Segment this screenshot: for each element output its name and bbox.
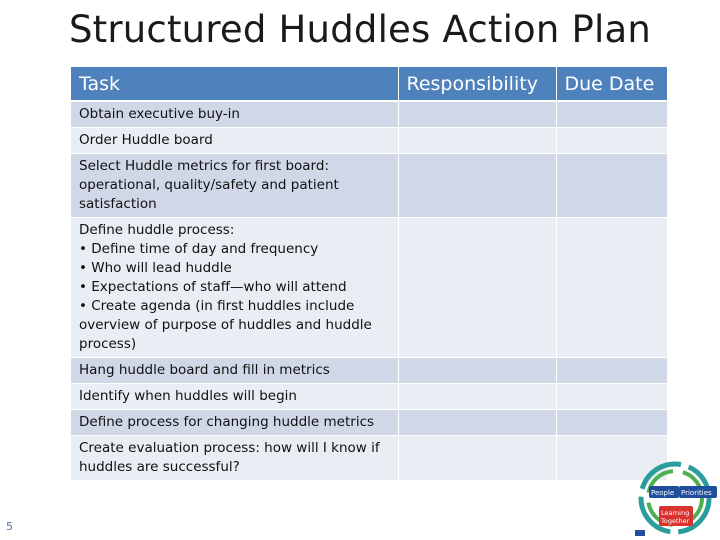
table-row [71, 410, 667, 436]
table-row [71, 154, 667, 218]
due-date-cell[interactable] [556, 358, 667, 384]
table-row [71, 128, 667, 154]
table-row [71, 358, 667, 384]
responsibility-cell[interactable] [398, 128, 556, 154]
due-date-cell[interactable] [556, 101, 667, 128]
task-text-line: Obtain executive buy-in [79, 106, 240, 122]
task-text-line: overview of purpose of huddles and huddle [79, 317, 372, 333]
task-text-line: • Create agenda (in first huddles include [79, 298, 355, 314]
logo-label-people: People [651, 489, 675, 497]
logo-label-learning: Learning [661, 509, 690, 517]
task-text-line: • Define time of day and frequency [79, 241, 319, 257]
table-row [71, 436, 667, 481]
task-cell [71, 128, 398, 154]
task-text-line: Order Huddle board [79, 132, 213, 148]
task-cell [71, 154, 398, 218]
action-plan-table [71, 67, 667, 481]
task-text-line: Identify when huddles will begin [79, 388, 297, 404]
logo-label-priorities: Priorities [681, 489, 712, 497]
task-text-line: Define huddle process: [79, 222, 235, 238]
due-date-cell[interactable] [556, 384, 667, 410]
table-header-row [71, 67, 667, 101]
task-text-line: Create evaluation process: how will I know if [79, 440, 380, 456]
table-row [71, 101, 667, 128]
task-cell [71, 358, 398, 384]
responsibility-cell[interactable] [398, 101, 556, 128]
responsibility-cell[interactable] [398, 384, 556, 410]
responsibility-cell[interactable] [398, 154, 556, 218]
header-due-date: Due Date [556, 67, 667, 101]
task-text-line: huddles are successful? [79, 459, 240, 475]
due-date-cell[interactable] [556, 128, 667, 154]
logo-label-together: Together [661, 517, 690, 525]
task-cell [71, 410, 398, 436]
due-date-cell[interactable] [556, 154, 667, 218]
task-cell [71, 384, 398, 410]
due-date-cell[interactable] [556, 410, 667, 436]
header-task: Task [71, 67, 398, 101]
slide-title: Structured Huddles Action Plan [68, 8, 652, 51]
task-text-line: Define process for changing huddle metrics [79, 414, 375, 430]
task-cell [71, 218, 398, 358]
header-responsibility: Responsibility [398, 67, 556, 101]
responsibility-cell[interactable] [398, 410, 556, 436]
task-text-line: satisfaction [79, 196, 157, 212]
task-cell [71, 436, 398, 481]
page-number: 5 [6, 520, 13, 533]
task-cell [71, 101, 398, 128]
task-text-line: operational, quality/safety and patient [79, 177, 339, 193]
logo-small-mark [635, 530, 645, 536]
task-text-line: Select Huddle metrics for first board: [79, 158, 329, 174]
table-row [71, 384, 667, 410]
task-text-line: process) [79, 336, 137, 352]
people-priorities-learning-logo [631, 460, 719, 540]
task-text-line: • Expectations of staff—who will attend [79, 279, 347, 295]
task-text-line: • Who will lead huddle [79, 260, 232, 276]
responsibility-cell[interactable] [398, 218, 556, 358]
responsibility-cell[interactable] [398, 436, 556, 481]
task-text-line: Hang huddle board and fill in metrics [79, 362, 330, 378]
due-date-cell[interactable] [556, 218, 667, 358]
table-row [71, 218, 667, 358]
responsibility-cell[interactable] [398, 358, 556, 384]
